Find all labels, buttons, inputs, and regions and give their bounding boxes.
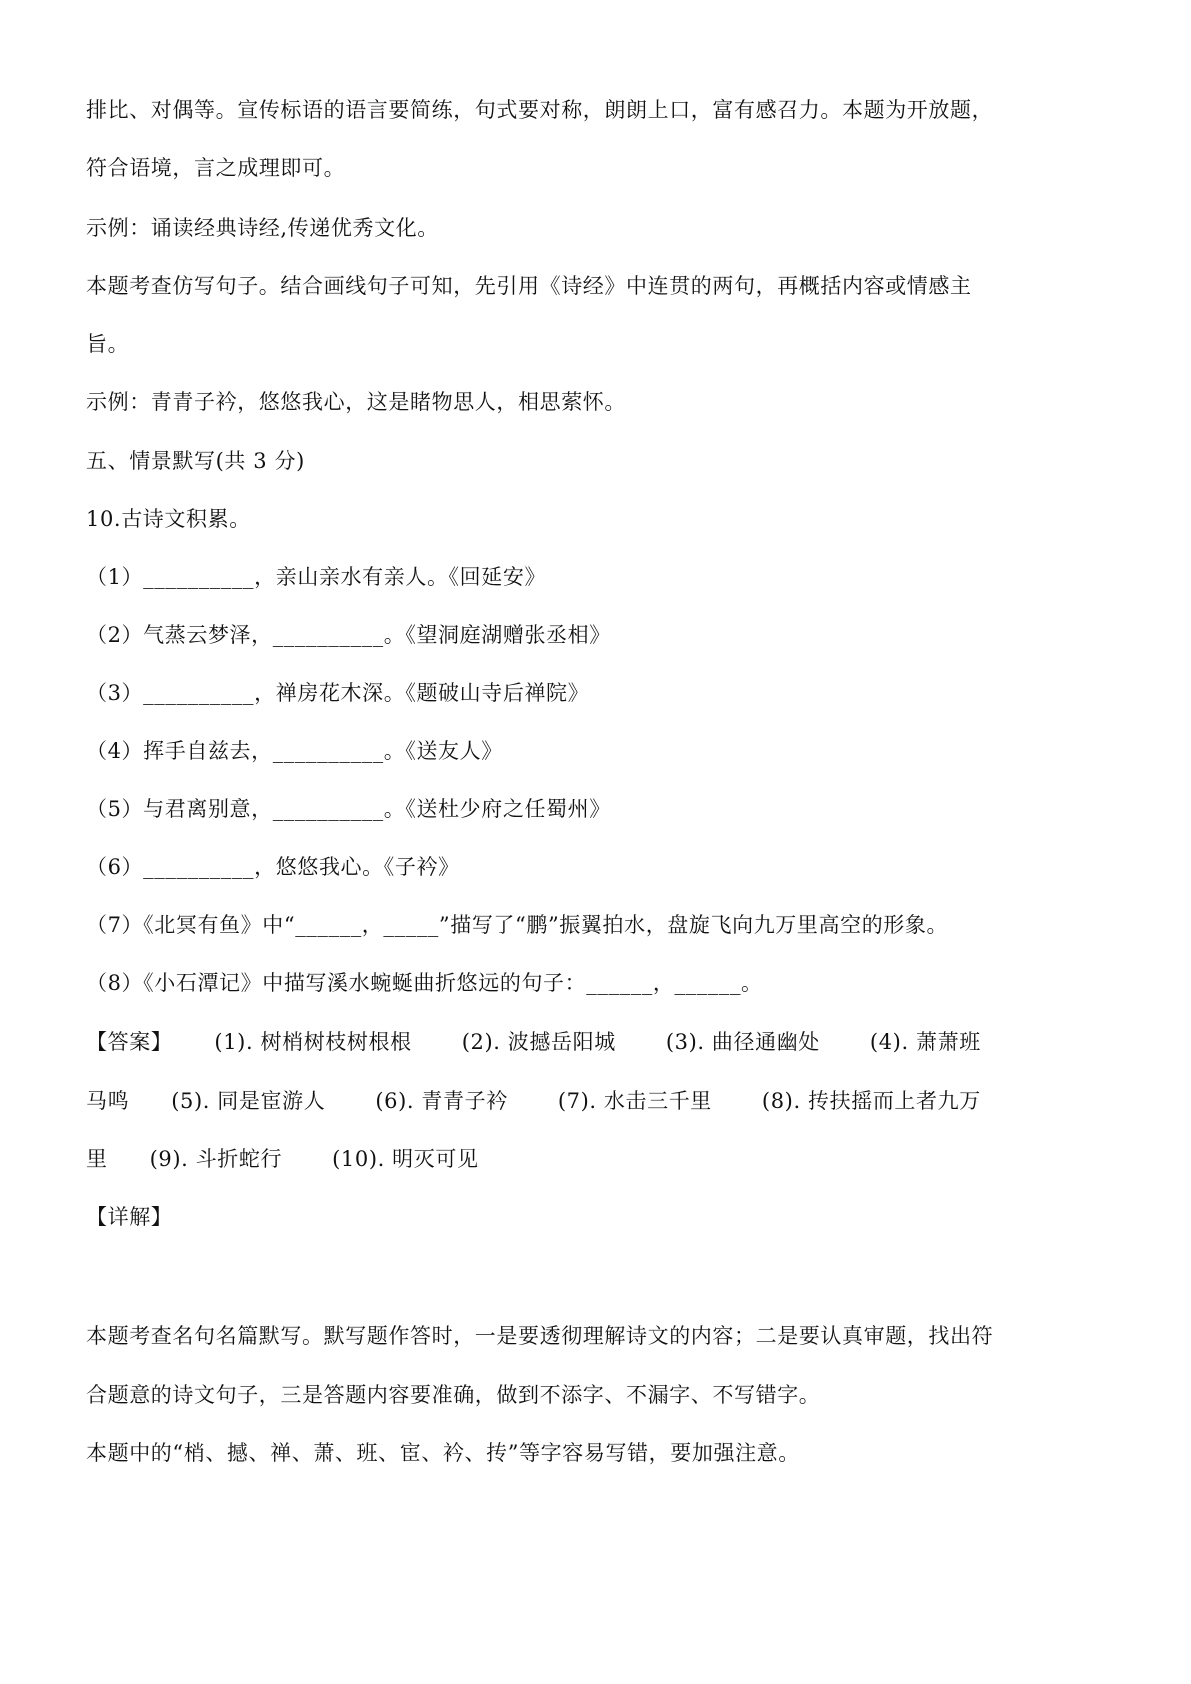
question-item-4: （4）挥手自兹去，__________。《送友人》 — [86, 739, 503, 763]
answer-item: (9). 斗折蛇行 — [149, 1147, 283, 1171]
para2-line-2: 旨。 — [86, 332, 130, 356]
answer-item: (1). 树梢树枝树根根 — [214, 1030, 412, 1054]
explain-line-1: 本题考查名句名篇默写。默写题作答时，一是要透彻理解诗文的内容；二是要认真审题，找出符 — [86, 1324, 994, 1348]
answer-row-2 — [86, 1087, 981, 1115]
answer-row-3 — [86, 1145, 479, 1173]
intro-line-2: 符合语境，言之成理即可。 — [86, 156, 346, 180]
question-item-6: （6）__________，悠悠我心。《子衿》 — [86, 855, 460, 879]
question-item-7: （7）《北冥有鱼》中“______，_____”描写了“鹏”振翼拍水，盘旋飞向九万里高空的形象。 — [86, 913, 949, 937]
explain-line-3: 本题中的“梢、撼、禅、萧、班、宦、衿、抟”等字容易写错，要加强注意。 — [86, 1441, 800, 1465]
section-title: 五、情景默写(共 3 分) — [86, 449, 305, 473]
question-item-2: （2）气蒸云梦泽，__________。《望洞庭湖赠张丞相》 — [86, 623, 611, 647]
answer-item: 里 — [86, 1147, 108, 1171]
question-item-1: （1）__________，亲山亲水有亲人。《回延安》 — [86, 565, 547, 589]
question-item-5: （5）与君离别意，__________。《送杜少府之任蜀州》 — [86, 797, 611, 821]
question-item-3: （3）__________，禅房花木深。《题破山寺后禅院》 — [86, 681, 590, 705]
answer-label: 【答案】 — [86, 1030, 173, 1054]
answer-item: 马鸣 — [86, 1089, 130, 1113]
question-title: 10.古诗文积累。 — [86, 507, 251, 531]
answer-item: (5). 同是宦游人 — [171, 1089, 326, 1113]
answer-item: (3). 曲径通幽处 — [665, 1030, 820, 1054]
explain-label: 【详解】 — [86, 1205, 173, 1229]
para2-line-1: 本题考查仿写句子。结合画线句子可知，先引用《诗经》中连贯的两句，再概括内容或情感主 — [86, 274, 972, 298]
intro-line-1: 排比、对偶等。宣传标语的语言要简练，句式要对称，朗朗上口，富有感召力。本题为开放题， — [86, 98, 994, 122]
question-item-8: （8）《小石潭记》中描写溪水蜿蜒曲折悠远的句子：______，______。 — [86, 971, 763, 995]
answer-item: (10). 明灭可见 — [332, 1147, 479, 1171]
answer-item: (2). 波撼岳阳城 — [461, 1030, 616, 1054]
answer-item: (8). 抟扶摇而上者九万 — [761, 1089, 981, 1113]
answer-item: (4). 萧萧班 — [869, 1030, 981, 1054]
answer-row-1 — [86, 1028, 981, 1056]
answer-item: (6). 青青子衿 — [375, 1089, 508, 1113]
example-1: 示例：诵读经典诗经,传递优秀文化。 — [86, 216, 439, 240]
answer-item: (7). 水击三千里 — [557, 1089, 712, 1113]
example-2: 示例：青青子衿，悠悠我心，这是睹物思人，相思萦怀。 — [86, 390, 626, 414]
explain-line-2: 合题意的诗文句子，三是答题内容要准确，做到不添字、不漏字、不写错字。 — [86, 1383, 821, 1407]
